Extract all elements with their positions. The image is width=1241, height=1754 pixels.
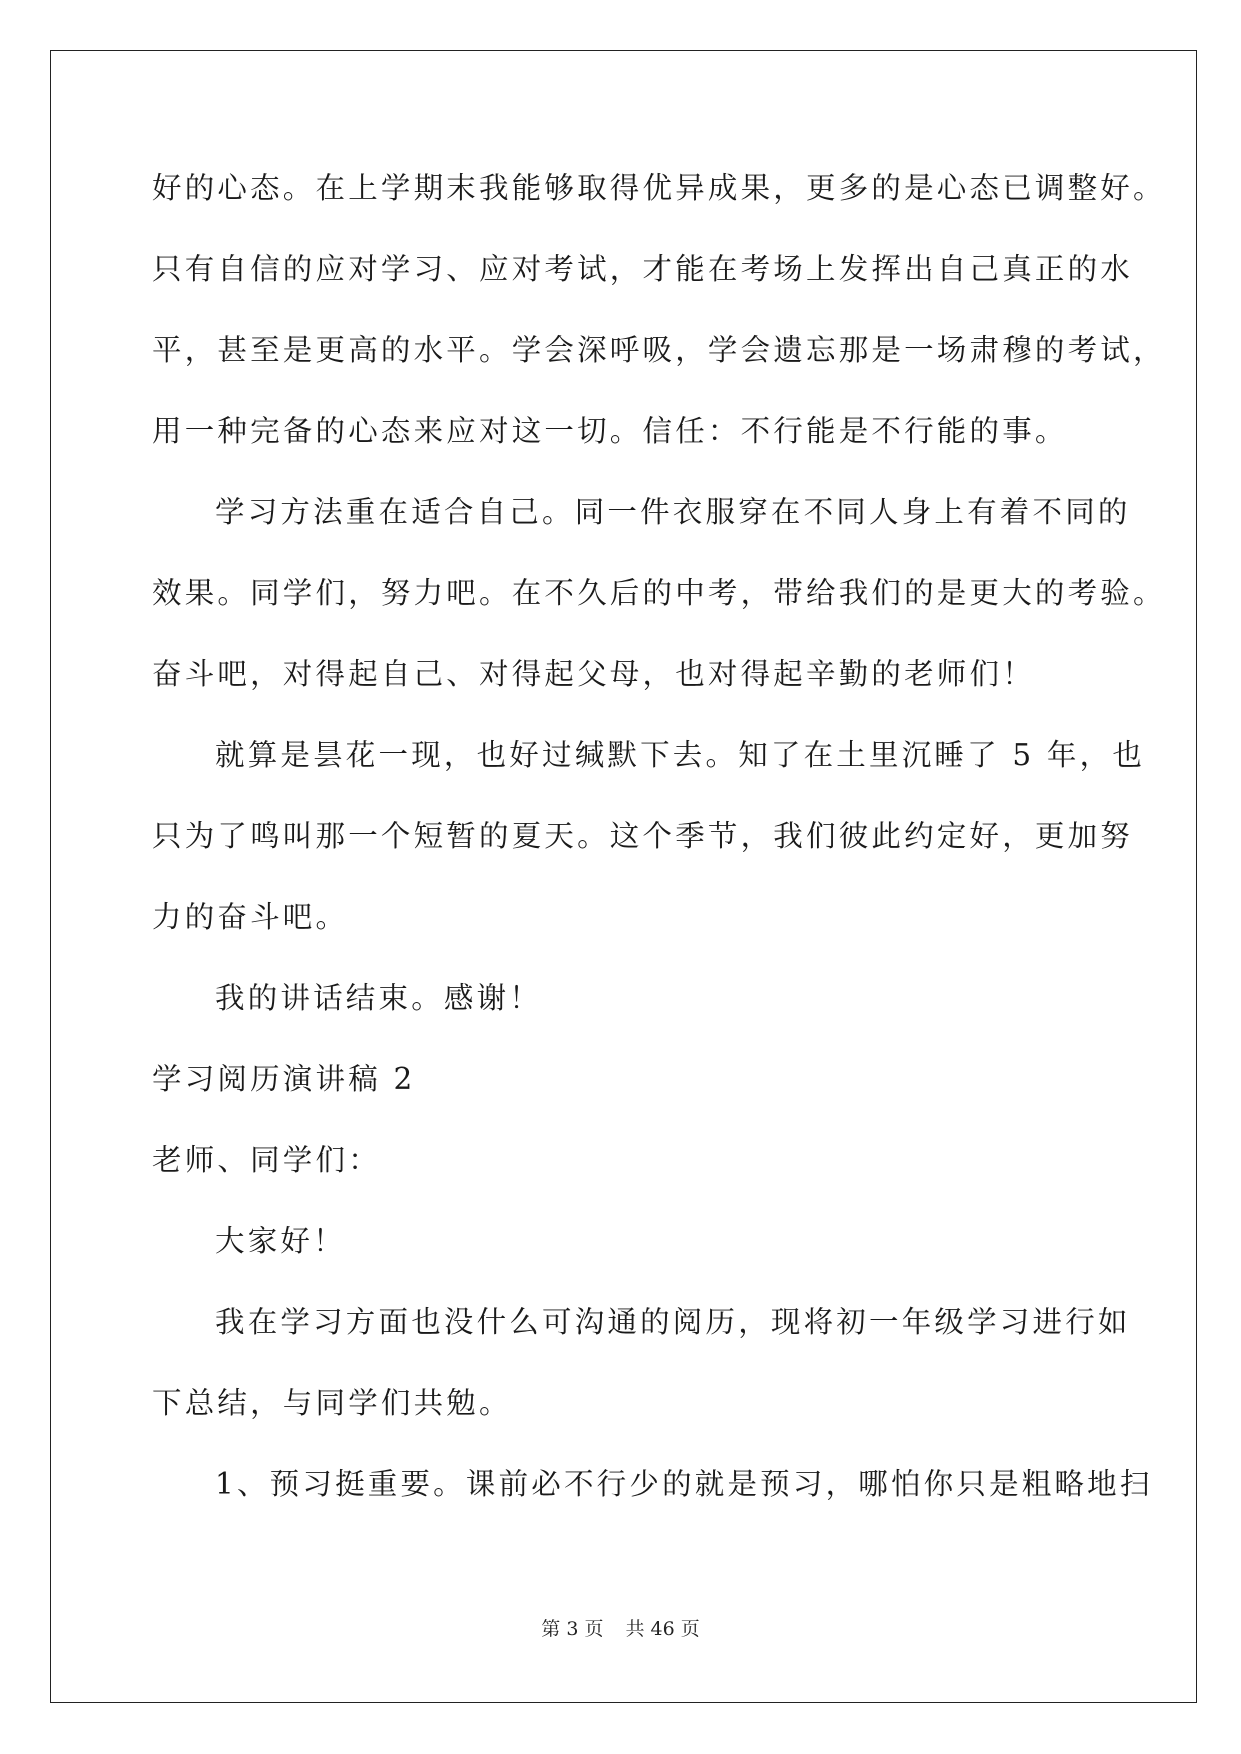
total-pages: 共 46 页 <box>625 1618 700 1640</box>
body-line-6: 效果。同学们，努力吧。在不久后的中考，带给我们的是更大的考验。 <box>152 576 1166 610</box>
body-line-4: 用一种完备的心态来应对这一切。信任：不行能是不行能的事。 <box>152 414 1068 448</box>
body-line-1: 好的心态。在上学期末我能够取得优异成果，更多的是心态已调整好。 <box>152 171 1166 205</box>
body-line-7: 奋斗吧，对得起自己、对得起父母，也对得起辛勤的老师们！ <box>152 657 1035 691</box>
body-line-16: 下总结，与同学们共勉。 <box>152 1386 512 1420</box>
page-number: 第 3 页 <box>541 1618 604 1640</box>
section-heading: 学习阅历演讲稿 2 <box>152 1062 416 1096</box>
body-line-8: 就算是昙花一现，也好过缄默下去。知了在土里沉睡了 5 年，也 <box>215 738 1146 772</box>
body-line-10: 力的奋斗吧。 <box>152 900 349 934</box>
body-line-11: 我的讲话结束。感谢！ <box>215 981 543 1015</box>
body-line-9: 只为了鸣叫那一个短暂的夏天。这个季节，我们彼此约定好，更加努 <box>152 819 1134 853</box>
body-line-5: 学习方法重在适合自己。同一件衣服穿在不同人身上有着不同的 <box>215 495 1131 529</box>
greeting: 大家好！ <box>215 1224 346 1258</box>
body-line-15: 我在学习方面也没什么可沟通的阅历，现将初一年级学习进行如 <box>215 1305 1131 1339</box>
salutation: 老师、同学们： <box>152 1143 381 1177</box>
page-border <box>50 50 1197 1703</box>
body-line-3: 平，甚至是更高的水平。学会深呼吸，学会遗忘那是一场肃穆的考试， <box>152 333 1166 367</box>
page-footer <box>0 1617 1241 1641</box>
body-line-17: 1、预习挺重要。课前必不行少的就是预习，哪怕你只是粗略地扫 <box>215 1467 1153 1501</box>
body-line-2: 只有自信的应对学习、应对考试，才能在考场上发挥出自己真正的水 <box>152 252 1134 286</box>
